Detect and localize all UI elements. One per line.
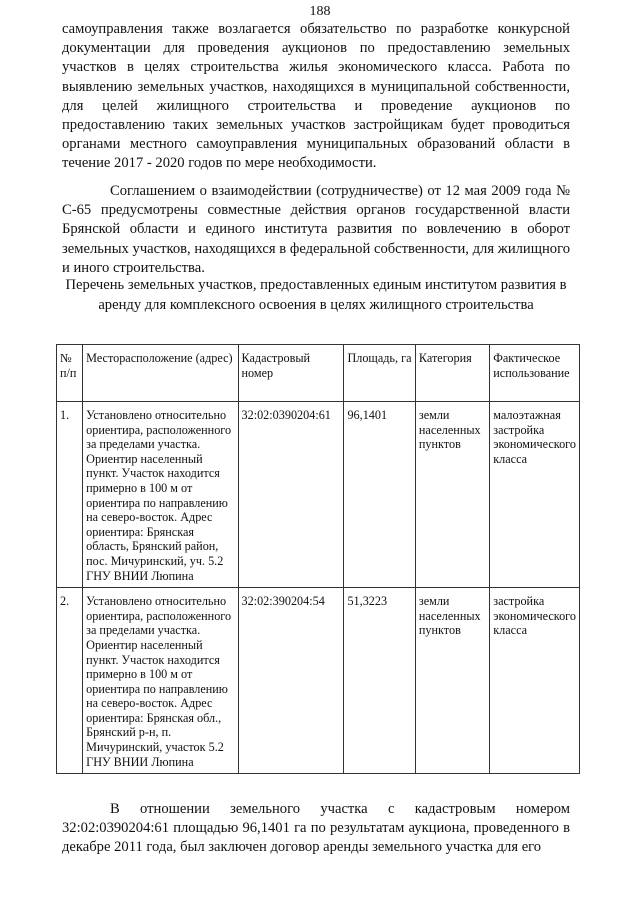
header-area: Площадь, га <box>344 345 415 402</box>
table-header-row <box>57 345 580 402</box>
paragraph-lease-contract: В отношении земельного участка с кадастровым номером 32:02:0390204:61 площадью 96,1401 га по результатам аукциона, проведенного в декабре 2011 года, был заключен договор аренды земельного участка для его <box>62 801 570 856</box>
cell-cadastral: 32:02:0390204:61 <box>238 402 344 588</box>
header-num: № п/п <box>57 345 83 402</box>
cell-usage: застройка экономического класса <box>490 588 580 774</box>
table-row <box>57 402 580 588</box>
cell-cadastral: 32:02:390204:54 <box>238 588 344 774</box>
paragraph-agreement: Соглашением о взаимодействии (сотрудничестве) от 12 мая 2009 года № С-65 предусмотрены совместные действия органов государственной власти Брянской области и единого института развития по вовлечению в оборот земельных участков, находящихся в федеральной собственности, для жилищного и иного строительства. <box>62 183 570 276</box>
header-usage: Фактическое использование <box>490 345 580 402</box>
cell-category: земли населенных пунктов <box>415 402 489 588</box>
header-cadastral: Кадастровый номер <box>238 345 344 402</box>
paragraph-auction-responsibility: самоуправления также возлагается обязательство по разработке конкурсной документации для проведения аукционов по предоставлению земельных участков в целях строительства жилья экономического класса. Работа по выявлению земельных участков, находящихся в муниципальной собственности, для целей жилищного строительства и проведение аукционов по предоставлению таких земельных участков застройщикам будет проводиться органами местного самоуправления муниципальных образований области в течение 2017 - 2020 годов по мере необходимости. <box>62 21 570 172</box>
cell-address: Установлено относительно ориентира, расположенного за пределами участка. Ориентир населенный пункт. Участок находится примерно в 100 м от ориентира по направлению на северо-восток. Адрес ориентира: Брянская область, Брянский район, пос. Мичуринский, уч. 5.2 ГНУ ВНИИ Люпина <box>83 402 238 588</box>
page-number: 188 <box>309 4 331 19</box>
table-title: Перечень земельных участков, предоставленных единым институтом развития в аренду для комплексного освоения в целях жилищного строительства <box>65 277 567 313</box>
cell-area: 96,1401 <box>344 402 415 588</box>
cell-area: 51,3223 <box>344 588 415 774</box>
cell-num: 2. <box>57 588 83 774</box>
cell-address: Установлено относительно ориентира, расположенного за пределами участка. Ориентир населенный пункт. Участок находится примерно в 100 м от ориентира по направлению на северо-восток. Адрес ориентира: Брянская обл., Брянский р-н, п. Мичуринский, участок 5.2 ГНУ ВНИИ Люпина <box>83 588 238 774</box>
cell-category: земли населенных пунктов <box>415 588 489 774</box>
header-category: Категория <box>415 345 489 402</box>
cell-usage: малоэтажная застройка экономического класса <box>490 402 580 588</box>
cell-num: 1. <box>57 402 83 588</box>
land-plots-table <box>56 344 580 774</box>
header-address: Месторасположение (адрес) <box>83 345 238 402</box>
table-row <box>57 588 580 774</box>
